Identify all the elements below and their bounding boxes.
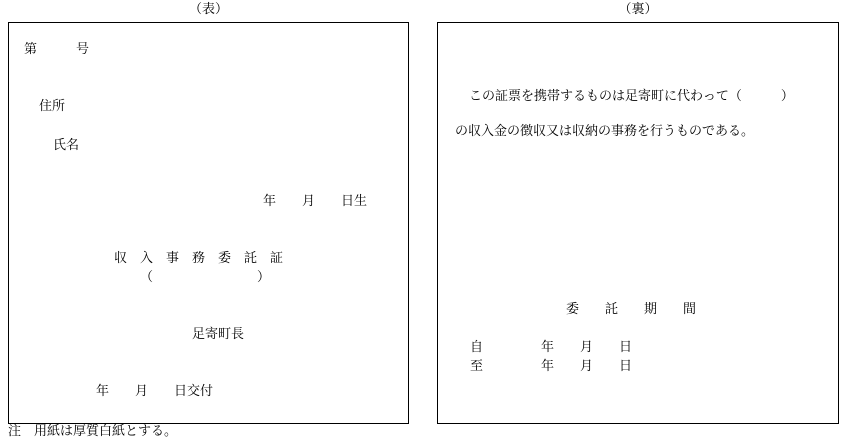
issue-date: 年 月 日交付 bbox=[96, 384, 214, 399]
certificate-title-paren: （ ） bbox=[140, 270, 271, 285]
back-heading: （裏） bbox=[618, 2, 658, 17]
from-label: 自 bbox=[470, 340, 484, 355]
paper-note: 注 用紙は厚質白紙とする。 bbox=[8, 424, 178, 439]
address-label: 住所 bbox=[39, 99, 66, 114]
issuer: 足寄町長 bbox=[192, 327, 245, 342]
period-title: 委 託 期 間 bbox=[566, 302, 697, 317]
statement-line-1: この証票を携帯するものは足寄町に代わって（ ） bbox=[469, 89, 794, 104]
birth-date: 年 月 日生 bbox=[263, 194, 368, 209]
statement-line-2: の収入金の徴収又は収納の事務を行うものである。 bbox=[455, 124, 755, 139]
back-panel bbox=[437, 22, 839, 424]
front-heading: （表） bbox=[188, 2, 228, 17]
to-date: 年 月 日 bbox=[541, 359, 633, 374]
to-label: 至 bbox=[470, 359, 484, 374]
name-label: 氏名 bbox=[53, 138, 80, 153]
front-panel bbox=[8, 22, 409, 424]
certificate-title: 収 入 事 務 委 託 証 bbox=[114, 251, 284, 266]
number-label: 第 号 bbox=[24, 42, 90, 57]
from-date: 年 月 日 bbox=[541, 340, 633, 355]
